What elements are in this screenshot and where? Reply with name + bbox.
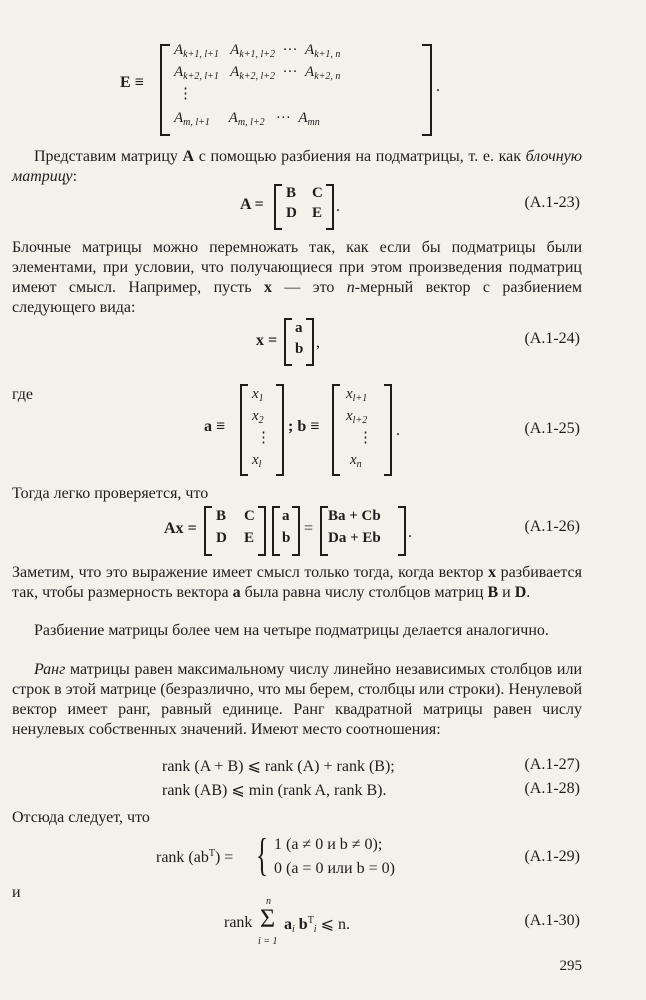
eq23-cell: E <box>312 205 323 221</box>
equation-a1-24 <box>256 318 336 364</box>
eq26-m3-cell: Da + Eb <box>328 530 381 546</box>
para4-bold-b: B <box>487 584 499 601</box>
eq24-cell: b <box>295 341 304 357</box>
eq26-m2-left-bracket <box>272 506 280 556</box>
matrix-e-row-2 <box>174 64 340 82</box>
equation-number-a1-28: (A.1-28) <box>524 780 580 797</box>
eq30-body <box>284 914 350 935</box>
page-number: 295 <box>559 958 582 974</box>
eq26-m3-right-bracket <box>398 506 406 556</box>
eq25-a-cell <box>252 386 264 404</box>
matrix-e-row-vdots <box>178 84 193 103</box>
cell-subscript: 1 <box>258 393 264 404</box>
para2-text-c: -мерный вектор с разбиением следующего вида: <box>12 279 582 316</box>
cell-symbol: x <box>252 408 259 424</box>
eq26-m1-cell: D <box>216 530 227 546</box>
equation-a1-25 <box>204 382 424 474</box>
eq23-lhs-symbol: A <box>240 196 251 213</box>
para4-bold-a: a <box>232 584 241 601</box>
matrix-e-letter: E <box>120 74 131 91</box>
eq26-m1-cell: B <box>216 508 227 524</box>
eq29-left-brace: { <box>256 829 269 880</box>
eq25-a-lhs: a ≡ <box>204 418 226 435</box>
cell-subscript: k+2, n <box>314 71 341 82</box>
cell-subscript: k+2, l+1 <box>183 71 219 82</box>
equation-a1-27: rank (A + B) ⩽ rank (A) + rank (B); <box>162 758 395 775</box>
eq26-lhs-symbol: Ax <box>164 520 184 537</box>
eq26-m1-right-bracket <box>258 506 266 556</box>
para2-text-b: — это <box>271 279 347 296</box>
cell-subscript: l <box>258 459 262 470</box>
eq26-equals: = <box>304 520 314 537</box>
cell-subscript: k+2, l+2 <box>239 71 276 82</box>
eq25-a-left-bracket <box>240 384 248 476</box>
eq24-left-bracket <box>284 318 292 366</box>
eq29-case-1: 1 (a ≠ 0 и b ≠ 0); <box>274 836 383 853</box>
para4-text-c: была равна числу столбцов матриц <box>240 584 488 601</box>
eq25-b-cell <box>346 408 367 426</box>
para4-bold-x: x <box>488 564 497 581</box>
cell-symbol: A <box>230 64 240 80</box>
paragraph-more-partitions <box>12 621 582 641</box>
cell-symbol: A <box>298 110 308 126</box>
eq29-lhs-sup: T <box>208 848 215 859</box>
equation-number-a1-25: (A.1-25) <box>524 420 580 437</box>
eq26-m1-cell: E <box>244 530 255 546</box>
equation-number-a1-26: (A.1-26) <box>524 518 580 535</box>
paragraph-remark <box>12 563 582 603</box>
cell-subscript: 2 <box>258 415 264 426</box>
cell-subscript: k+1, l+1 <box>183 49 219 60</box>
eq25-b-vdots: ⋮ <box>358 430 373 446</box>
matrix-e-period: . <box>436 78 440 95</box>
paragraph-block-multiplication <box>12 238 582 318</box>
eq29-lhs <box>156 848 233 867</box>
para3-text: Тогда легко проверяется, что <box>12 485 209 502</box>
matrix-e-right-bracket <box>422 44 432 136</box>
eq25-b-symbol: b <box>297 418 307 435</box>
eq24-lhs: x = <box>256 332 278 349</box>
eq26-m1-cell: C <box>244 508 255 524</box>
equation-number-a1-27: (A.1-27) <box>524 756 580 773</box>
cell-subscript: m, l+2 <box>237 117 265 128</box>
matrix-e-label: E ≡ <box>120 74 144 91</box>
para1-text-b: с помощью разбиения на подматрицы, т. е. как <box>194 148 526 165</box>
para1-italic: блочную матрицу <box>12 148 583 185</box>
cell-subscript: n <box>356 459 362 470</box>
eq25-b-cell <box>350 452 362 470</box>
eq30-rest: ⩽ n. <box>316 916 350 933</box>
eq23-lhs: A = <box>240 196 264 213</box>
cell-subscript: k+1, n <box>314 49 341 60</box>
equation-a1-28: rank (AB) ⩽ min (rank A, rank B). <box>162 782 387 799</box>
para1-text-a: Представим матрицу <box>34 148 183 165</box>
paragraph-easy-check <box>12 484 582 504</box>
eq30-lower-limit: i = 1 <box>258 936 278 947</box>
para6-text: матрицы равен максимальному числу линейно независимых столбцов или строк в этой матрице (безразлично, что мы берем, столбцы или строки). Ненулевой вектор имеет ранг, равный единице. Ранг квадратной матрицы равен числу ненулевых собственных значений. Имеют место соотношения: <box>12 661 582 738</box>
eq23-left-bracket <box>274 184 282 230</box>
eq26-m2-right-bracket <box>292 506 300 556</box>
eq26-m2-cell: a <box>282 508 290 524</box>
cell-symbol: A <box>174 64 184 80</box>
eq23-cell: C <box>312 185 323 201</box>
eq23-cell: D <box>286 205 297 221</box>
eq25-b-cell <box>346 386 367 404</box>
eq24-right-bracket <box>306 318 314 366</box>
eq29-lhs-end: ) = <box>214 849 234 866</box>
matrix-e-row-last <box>174 110 320 128</box>
cell-symbol: A <box>174 42 184 58</box>
para1-text-c: : <box>72 168 78 185</box>
para4-text-e: . <box>526 584 531 601</box>
para2-text-a: Блочные матрицы можно перемножать так, как если бы подматрицы были элементами, при условии, что получающиеся при этом произведения подматриц имеют смысл. Например, пусть <box>12 239 582 296</box>
equation-a1-23 <box>240 184 360 228</box>
eq26-lhs: Ax = <box>164 520 197 537</box>
eq25-a-right-bracket <box>276 384 284 476</box>
eq25-b-left-bracket <box>332 384 340 476</box>
eq25-a-cell <box>252 452 261 470</box>
eq23-cell: B <box>286 185 297 201</box>
cell-subscript: mn <box>307 117 320 128</box>
cell-subscript: l+1 <box>352 393 368 404</box>
cell-symbol: A <box>305 42 315 58</box>
para4-bold-d: D <box>514 584 527 601</box>
cell-symbol: x <box>252 386 259 402</box>
cell-symbol: x <box>252 452 259 468</box>
equation-a1-29 <box>156 829 456 882</box>
equation-number-a1-24: (A.1-24) <box>524 330 580 347</box>
cell-dots: ··· <box>282 64 298 80</box>
paragraph-hence <box>12 808 582 828</box>
equation-number-a1-29: (A.1-29) <box>524 848 580 865</box>
eq26-m3-cell: Ba + Cb <box>328 508 381 524</box>
eq24-cell: a <box>295 320 303 336</box>
cell-subscript: k+1, l+2 <box>239 49 276 60</box>
para4-text-a: Заметим, что это выражение имеет смысл только тогда, когда вектор <box>12 564 489 581</box>
cell-symbol: A <box>174 110 184 126</box>
eq29-lhs-text: rank (ab <box>156 849 209 866</box>
eq30-upper-limit: n <box>266 896 271 907</box>
cell-subscript: l+2 <box>352 415 368 426</box>
cell-symbol: x <box>350 452 357 468</box>
para2-bold-x: x <box>263 279 272 296</box>
eq25-b-right-bracket <box>384 384 392 476</box>
eq30-sigma: Σ <box>260 904 276 933</box>
para4-text-d: и <box>498 584 515 601</box>
cell-symbol: x <box>346 408 353 424</box>
eq23-right-bracket <box>326 184 334 230</box>
cell-symbol: A <box>305 64 315 80</box>
para2-italic-n: n <box>346 279 355 296</box>
eq30-rank: rank <box>224 914 253 931</box>
eq25-a-cell <box>252 408 264 426</box>
eq25-a-symbol: a <box>204 418 212 435</box>
eq26-m2-cell: b <box>282 530 291 546</box>
eq26-period: . <box>408 524 412 541</box>
cell-symbol: A <box>228 110 238 126</box>
equation-number-a1-30: (A.1-30) <box>524 912 580 929</box>
cell-symbol: A <box>230 42 240 58</box>
cell-dots: ··· <box>282 42 298 58</box>
eq30-a: a <box>284 916 292 933</box>
cell-vdots: ⋮ <box>178 86 193 102</box>
eq24-lhs-symbol: x <box>256 332 264 349</box>
eq23-period: . <box>336 198 340 215</box>
para1-bold-a: A <box>182 148 195 165</box>
eq30-sub-i: i <box>292 924 295 935</box>
matrix-e-left-bracket <box>160 44 170 136</box>
eq25-a-vdots: ⋮ <box>256 430 271 446</box>
para6-italic-rank: Ранг <box>34 661 66 678</box>
eq30-sub-i2: i <box>313 924 317 935</box>
eq25-period: . <box>396 422 400 439</box>
eq24-comma: , <box>316 334 320 351</box>
equation-number-a1-23: (A.1-23) <box>524 194 580 211</box>
matrix-e-row-1 <box>174 42 340 60</box>
eq30-b: b <box>294 916 308 933</box>
cell-symbol: x <box>346 386 353 402</box>
paragraph-rank-definition <box>12 660 582 740</box>
para7-text: Отсюда следует, что <box>12 809 150 826</box>
matrix-e-equation <box>120 38 460 136</box>
eq26-m1-left-bracket <box>204 506 212 556</box>
eq26-m3-left-bracket <box>320 506 328 556</box>
eq30-sup-t: T <box>307 915 314 926</box>
equation-a1-30 <box>224 896 384 950</box>
where-word: где <box>12 386 34 403</box>
cell-dots: ··· <box>275 110 291 126</box>
equation-a1-26 <box>164 506 434 554</box>
eq29-case-2: 0 (a = 0 или b = 0) <box>274 860 395 877</box>
paragraph-block-matrix-intro <box>12 147 582 187</box>
eq25-b-lhs: ; b ≡ <box>288 418 320 435</box>
para5-text: Разбиение матрицы более чем на четыре подматрицы делается аналогично. <box>34 622 549 639</box>
and-word: и <box>12 884 21 901</box>
para4-text-b: разбивается так, чтобы размерность вектора <box>12 564 583 601</box>
cell-subscript: m, l+1 <box>183 117 210 128</box>
